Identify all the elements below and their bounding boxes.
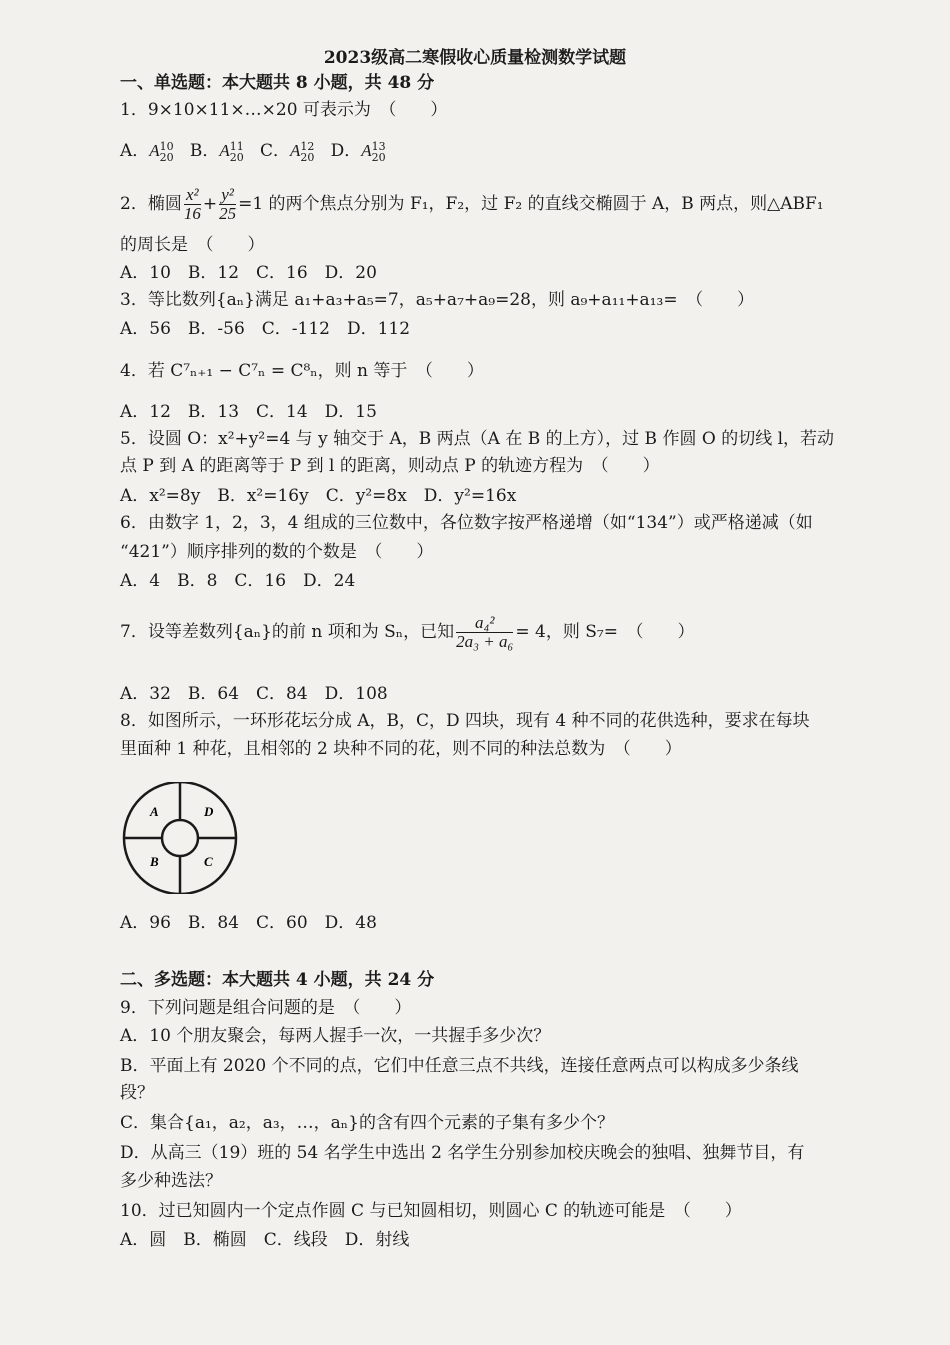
q10-options: A．圆 B．椭圆 C．线段 D．射线 [120,1230,410,1250]
region-c-label: C [204,854,213,869]
q2-prefix: 2．椭圆 [120,194,182,214]
q4-options: A．12 B．13 C．14 D．15 [120,402,377,422]
region-d-label: D [204,804,214,819]
q9-option-b-line2: 段？ [120,1083,154,1103]
q9-option-c: C．集合{a₁，a₂，a₃，…，aₙ}的含有四个元素的子集有多少个？ [120,1113,614,1133]
q5-stem-line2: 点 P 到 A 的距离等于 P 到 l 的距离，则动点 P 的轨迹方程为 （ ） [120,456,660,476]
q3-options: A．56 B．-56 C．-112 D．112 [120,319,411,339]
q2-fraction-x: $\frac{\text{x²}}{16}$ [183,185,201,223]
q2-fraction-y: $\frac{\text{y²}}{25}$ [219,185,237,223]
q1-option-b-index: 11 20 [229,139,244,164]
q7-stem [120,614,694,651]
q2-stem: 2．椭圆 $\frac{\text{x²}}{16}$ + $\frac{\text{y²}}{25}$ =1 的两个焦点分别为 F₁，F₂，过 F₂ 的直线交椭圆于 A，B 两点，则△ABF₁ [120,185,824,223]
q1-option-d-index: 13 20 [371,139,386,164]
q1-option-c-index: 12 20 [300,139,315,164]
q3-stem: 3．等比数列{aₙ}满足 a₁+a₃+a₅=7，a₅+a₇+a₉=28，则 a₉+a₁₁+a₁₃= （ ） [120,290,755,310]
region-a-label: A [150,804,159,819]
q1-option-a-symbol: A [149,141,160,160]
q7-suffix: = 4，则 S₇= （ ） [515,622,695,642]
q8-stem-line2: 里面种 1 种花，且相邻的 2 块种不同的花，则不同的种法总数为 （ ） [120,739,682,759]
q9-option-a: A．10 个朋友聚会，每两人握手一次，一共握手多少次？ [120,1026,551,1046]
q7-prefix: 7．设等差数列{aₙ}的前 n 项和为 Sₙ，已知 [120,622,455,642]
section-heading-single-choice: 一、单选题：本大题共 8 小题，共 48 分 [120,73,435,93]
q6-options: A．4 B．8 C．16 D．24 [120,571,356,591]
q2-suffix: =1 的两个焦点分别为 F₁，F₂，过 F₂ 的直线交椭圆于 A，B 两点，则△ABF₁ [238,194,824,214]
q1-option-d-symbol: A [361,141,372,160]
q8-stem: 8．如图所示，一环形花坛分成 A，B，C，D 四块，现有 4 种不同的花供选种，要求在每块 [120,711,810,731]
q8-options: A．96 B．84 C．60 D．48 [120,913,377,933]
q5-options: A．x²=8y B．x²=16y C．y²=8x D．y²=16x [120,486,517,506]
q1-option-b-symbol: A [219,141,230,160]
q1-options [120,140,386,163]
q2-stem-line2: 的周长是 （ ） [120,235,265,255]
ring-flowerbed-figure [120,782,244,894]
q1-option-b-label: B． [189,141,220,161]
q4-stem: 4．若 C⁷ₙ₊₁ − C⁷ₙ = C⁸ₙ，则 n 等于 （ ） [120,361,484,381]
q7-fraction: $\frac{\text{a₄²}}{\text{2a₃ + a₆}}$ [456,613,514,651]
q9-option-b: B．平面上有 2020 个不同的点，它们中任意三点不共线，连接任意两点可以构成多少条线 [120,1056,799,1076]
page-title: 2023级高二寒假收心质量检测数学试题 [323,48,627,68]
q2-options: A．10 B．12 C．16 D．20 [120,263,377,283]
section-heading-multi-choice: 二、多选题：本大题共 4 小题，共 24 分 [120,970,435,990]
q7-options: A．32 B．64 C．84 D．108 [120,684,388,704]
q9-stem: 9．下列问题是组合问题的是 （ ） [120,998,412,1018]
region-b-label: B [150,854,159,869]
q1-option-a-label: A． [120,141,150,161]
q5-stem: 5．设圆 O：x²+y²=4 与 y 轴交于 A，B 两点（A 在 B 的上方），过 B 作圆 O 的切线 l，若动 [120,429,835,449]
q1-option-c-symbol: A [290,141,301,160]
q6-stem: 6．由数字 1，2，3，4 组成的三位数中，各位数字按严格递增（如“134”）或严格递减（如 [120,513,813,533]
q9-option-d: D．从高三（19）班的 54 名学生中选出 2 名学生分别参加校庆晚会的独唱、独舞节目，有 [120,1143,805,1163]
q1-option-a-index: 10 20 [159,139,174,164]
q1-stem: 1．9×10×11×…×20 可表示为 （ ） [120,100,448,120]
q1-option-c-label: C． [260,141,291,161]
q10-stem: 10．过已知圆内一个定点作圆 C 与已知圆相切，则圆心 C 的轨迹可能是 （ ） [120,1201,742,1221]
q9-option-d-line2: 多少种选法？ [120,1171,222,1191]
q1-option-d-label: D． [330,141,362,161]
q6-stem-line2: “421”）顺序排列的数的个数是 （ ） [120,542,434,562]
